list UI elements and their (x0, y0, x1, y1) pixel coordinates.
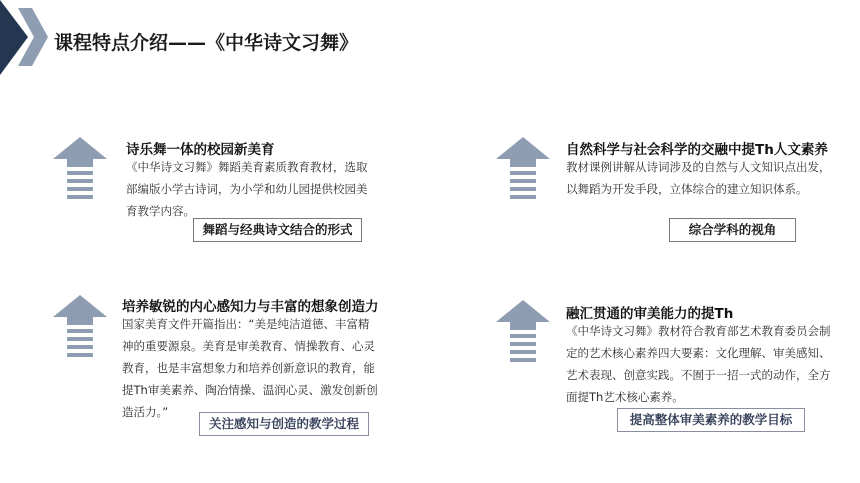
body-line: 造活力。” (122, 405, 169, 419)
body-line: 定的艺术核心素养四大要素：文化理解、审美感知、 (566, 346, 831, 360)
section-body (126, 156, 368, 222)
body-line: 以舞蹈为开发手段，立体综合的建立知识体系。 (566, 182, 808, 196)
body-line: 神的重要源泉。美育是审美教育、情操教育、心灵 (122, 339, 375, 353)
body-line: 部编版小学古诗词，为小学和幼儿园提供校园美 (126, 182, 368, 196)
up-arrow-icon (496, 137, 550, 203)
body-line: 艺术表现、创意实践。不囿于一招一式的动作，全方 (566, 368, 831, 382)
up-arrow-icon (53, 295, 107, 361)
feature-tag: 关注感知与创造的教学过程 (199, 412, 369, 436)
corner-chevron-decoration (0, 0, 60, 75)
page-title: 课程特点介绍——《中华诗文习舞》 (54, 32, 359, 54)
section-heading: 自然科学与社会科学的交融中提Th人文素养 (566, 142, 828, 158)
body-line: 教材课例讲解从诗词涉及的自然与人文知识点出发， (566, 160, 831, 174)
section-body (566, 156, 831, 200)
up-arrow-icon (53, 137, 107, 203)
body-line: 《中华诗文习舞》教材符合教育部艺术教育委员会制 (566, 324, 831, 338)
feature-tag: 舞蹈与经典诗文结合的形式 (193, 218, 362, 242)
up-arrow-icon (496, 300, 550, 366)
section-heading: 培养敏锐的内心感知力与丰富的想象创造力 (122, 299, 379, 315)
body-line: 国家美育文件开篇指出：“美是纯洁道德、丰富精 (122, 317, 370, 331)
body-line: 育教学内容。 (126, 204, 195, 218)
section-body (566, 320, 831, 408)
body-line: 教育，也是丰富想象力和培养创新意识的教育，能 (122, 361, 375, 375)
feature-tag: 综合学科的视角 (669, 218, 796, 242)
section-heading: 融汇贯通的审美能力的提Th (566, 306, 734, 322)
section-body (122, 313, 378, 423)
body-line: 《中华诗文习舞》舞蹈美育素质教育教材，选取 (126, 160, 368, 174)
body-line: 提Th审美素养、陶冶情操、温润心灵、激发创新创 (122, 383, 378, 397)
body-line: 面提Th艺术核心素养。 (566, 390, 684, 404)
feature-tag: 提高整体审美素养的教学目标 (617, 408, 805, 432)
section-heading: 诗乐舞一体的校园新美育 (126, 142, 275, 158)
